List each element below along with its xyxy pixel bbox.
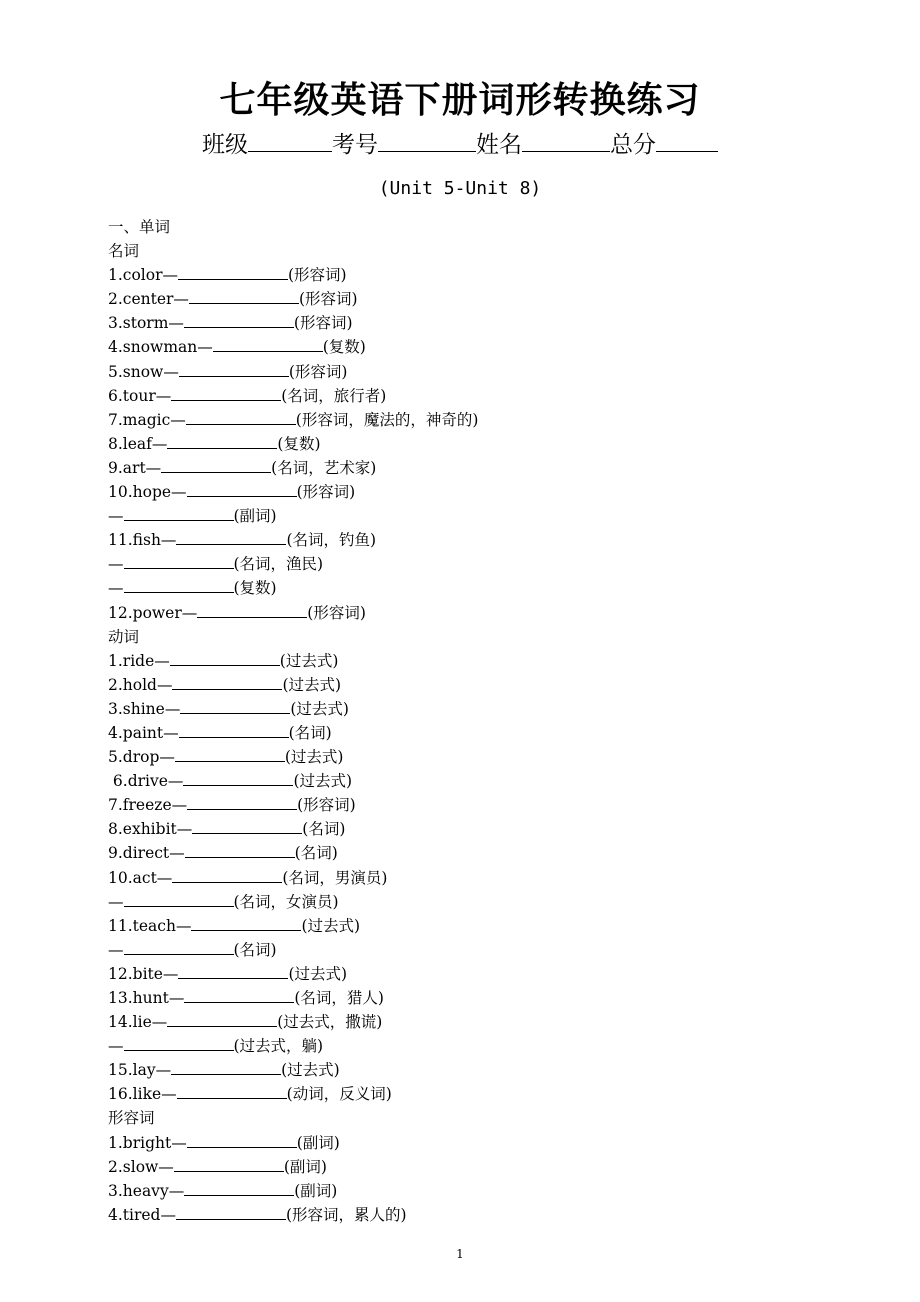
answer-blank[interactable] [184, 986, 294, 1003]
item-hint: (形容词) [307, 603, 366, 622]
answer-blank[interactable] [124, 1034, 234, 1051]
item-hint: (名词，旅行者) [281, 386, 387, 405]
exercise-item [108, 962, 478, 986]
exercise-item [108, 408, 478, 432]
answer-blank[interactable] [178, 263, 288, 280]
exercise-item [108, 1034, 478, 1058]
item-hint: (过去式) [282, 675, 342, 694]
exercise-item [108, 745, 478, 769]
item-prompt: 名词 [108, 242, 140, 261]
item-prompt: — [108, 555, 124, 574]
exercise-item [108, 335, 478, 359]
item-prompt: 13.hunt— [108, 989, 185, 1007]
answer-blank[interactable] [172, 673, 282, 690]
exercise-item [108, 384, 478, 408]
answer-blank[interactable] [191, 914, 301, 931]
exercise-item [108, 938, 478, 962]
item-prompt: 3.heavy— [108, 1181, 185, 1200]
answer-blank[interactable] [187, 1131, 297, 1148]
exercise-item [108, 769, 478, 793]
answer-blank[interactable] [124, 504, 234, 521]
exercise-item [108, 432, 478, 456]
answer-blank[interactable] [167, 1010, 277, 1027]
exercise-item [108, 793, 478, 817]
item-hint: (副词) [283, 1157, 327, 1176]
answer-blank[interactable] [176, 1203, 286, 1220]
item-hint: (过去式，撒谎) [277, 1013, 383, 1032]
answer-blank[interactable] [124, 890, 234, 907]
item-prompt: 形容词 [108, 1109, 155, 1128]
answer-blank[interactable] [177, 1082, 287, 1099]
section-heading [108, 215, 478, 239]
item-hint: (形容词) [297, 796, 356, 815]
page-title: 七年级英语下册词形转换练习 [219, 80, 701, 121]
exercise-item [108, 817, 478, 841]
answer-blank[interactable] [171, 384, 281, 401]
exercise-item [108, 552, 478, 576]
answer-blank[interactable] [197, 601, 307, 618]
item-hint: (过去式) [288, 964, 348, 983]
item-hint: (名词，女演员) [233, 892, 339, 911]
item-prompt: 4.paint— [108, 723, 179, 742]
exercise-item [108, 673, 478, 697]
item-prompt: 动词 [108, 627, 140, 646]
exercise-item [108, 697, 478, 721]
item-prompt: 8.leaf— [108, 434, 168, 453]
answer-blank[interactable] [178, 962, 288, 979]
exercise-list [108, 215, 478, 1227]
item-prompt: 16.like— [108, 1085, 177, 1104]
answer-blank[interactable] [179, 360, 289, 377]
class-blank[interactable] [248, 150, 332, 152]
item-prompt: 1.ride— [108, 651, 170, 670]
item-prompt: 1.bright— [108, 1133, 187, 1152]
class-label: 班级 [202, 132, 248, 158]
exercise-item [108, 1203, 478, 1227]
score-label: 总分 [610, 132, 656, 158]
item-prompt: 10.hope— [108, 483, 187, 502]
item-hint: (名词，渔民) [233, 555, 324, 574]
answer-blank[interactable] [175, 745, 285, 762]
item-prompt: 4.snowman— [108, 338, 213, 357]
item-hint: (过去式) [281, 1061, 340, 1080]
item-prompt: — [108, 940, 124, 959]
item-hint: (名词) [233, 940, 277, 959]
exercise-item [108, 986, 478, 1010]
item-prompt: 5.snow— [108, 362, 179, 381]
exercise-item [108, 504, 478, 528]
exercise-item [108, 263, 478, 287]
exercise-item [108, 528, 478, 552]
item-prompt: 10.act— [108, 868, 173, 887]
exercise-item [108, 841, 478, 865]
answer-blank[interactable] [171, 1058, 281, 1075]
item-prompt: 14.lie— [108, 1013, 168, 1032]
exercise-item [108, 480, 478, 504]
item-prompt: 2.center— [108, 290, 189, 309]
item-hint: (复数) [233, 579, 277, 598]
item-hint: (过去式，躺) [233, 1037, 324, 1056]
name-label: 姓名 [476, 132, 522, 158]
number-label: 考号 [332, 132, 378, 158]
exercise-item [108, 721, 478, 745]
item-hint: (过去式) [284, 748, 344, 767]
exercise-item [108, 601, 478, 625]
item-hint: (名词，猎人) [294, 989, 384, 1007]
answer-blank[interactable] [185, 841, 295, 858]
item-prompt: 12.bite— [108, 964, 179, 983]
exercise-item [108, 287, 478, 311]
item-prompt: — [108, 507, 124, 526]
answer-blank[interactable] [124, 552, 234, 569]
exercise-item [108, 1082, 478, 1106]
item-prompt: 15.lay— [108, 1061, 172, 1080]
item-hint: (复数) [277, 434, 321, 453]
item-prompt: 6.tour— [108, 386, 172, 405]
item-prompt: 3.storm— [108, 314, 184, 333]
exercise-item [108, 1010, 478, 1034]
answer-blank[interactable] [186, 408, 296, 425]
answer-blank[interactable] [124, 938, 234, 955]
item-prompt: 6.drive— [108, 772, 184, 791]
exercise-item [108, 360, 478, 384]
item-prompt: 2.hold— [108, 675, 173, 694]
item-prompt: 2.slow— [108, 1157, 174, 1176]
answer-blank[interactable] [187, 480, 297, 497]
item-hint: (动词，反义词) [286, 1085, 392, 1104]
item-hint: (副词) [294, 1181, 338, 1200]
item-prompt: 8.exhibit— [108, 820, 193, 839]
item-hint: (副词) [296, 1133, 340, 1152]
name-blank[interactable] [522, 150, 610, 152]
item-hint: (名词，男演员) [282, 868, 388, 887]
item-hint: (过去式) [290, 699, 349, 718]
exercise-item [108, 1058, 478, 1082]
item-prompt: 11.teach— [108, 916, 192, 935]
section-heading [108, 625, 478, 649]
answer-blank[interactable] [187, 793, 297, 810]
answer-blank[interactable] [124, 576, 234, 593]
exercise-item [108, 1179, 478, 1203]
answer-blank[interactable] [179, 721, 289, 738]
item-hint: (形容词) [298, 290, 358, 309]
item-hint: (名词，艺术家) [271, 458, 377, 477]
item-hint: (复数) [322, 338, 366, 357]
exercise-item [108, 576, 478, 600]
item-prompt: 9.art— [108, 458, 162, 477]
units-range: (Unit 5-Unit 8) [378, 178, 542, 199]
answer-blank[interactable] [184, 311, 294, 328]
score-blank[interactable] [656, 150, 718, 152]
item-prompt: 一、单词 [108, 218, 171, 236]
item-hint: (形容词) [293, 314, 353, 333]
item-hint: (名词) [288, 723, 332, 742]
item-hint: (形容词) [288, 362, 348, 381]
exercise-item [108, 866, 478, 890]
item-hint: (形容词，累人的) [285, 1205, 407, 1224]
answer-blank[interactable] [180, 697, 290, 714]
item-hint: (名词) [302, 820, 346, 839]
exercise-item [108, 914, 478, 938]
answer-blank[interactable] [176, 528, 286, 545]
item-prompt: — [108, 1037, 124, 1056]
item-prompt: 1.color— [108, 266, 178, 285]
page-number: 1 [456, 1247, 464, 1261]
item-prompt: 5.drop— [108, 748, 175, 767]
item-prompt: 7.magic— [108, 410, 186, 429]
answer-blank[interactable] [170, 649, 280, 666]
answer-blank[interactable] [167, 432, 277, 449]
item-hint: (副词) [233, 507, 277, 526]
item-prompt: — [108, 892, 124, 911]
exercise-item [108, 1131, 478, 1155]
student-info-line [0, 126, 920, 159]
section-heading [108, 239, 478, 263]
item-prompt: 7.freeze— [108, 796, 188, 815]
item-hint: (名词，钓鱼) [286, 531, 377, 550]
item-prompt: 11.fish— [108, 531, 177, 550]
item-hint: (过去式) [301, 916, 361, 935]
exercise-item [108, 1155, 478, 1179]
answer-blank[interactable] [189, 287, 299, 304]
answer-blank[interactable] [183, 769, 293, 786]
exercise-item [108, 649, 478, 673]
answer-blank[interactable] [192, 817, 302, 834]
number-blank[interactable] [378, 150, 476, 152]
item-hint: (名词) [294, 844, 338, 863]
item-prompt: 9.direct— [108, 844, 185, 863]
exercise-item [108, 456, 478, 480]
item-prompt: — [108, 579, 124, 598]
answer-blank[interactable] [184, 1179, 294, 1196]
item-hint: (过去式) [279, 651, 339, 670]
item-hint: (形容词) [288, 266, 347, 285]
exercise-item [108, 890, 478, 914]
answer-blank[interactable] [161, 456, 271, 473]
item-hint: (形容词) [296, 483, 356, 502]
exercise-item [108, 311, 478, 335]
answer-blank[interactable] [213, 335, 323, 352]
answer-blank[interactable] [172, 866, 282, 883]
section-heading [108, 1106, 478, 1130]
item-hint: (过去式) [293, 772, 353, 791]
answer-blank[interactable] [174, 1155, 284, 1172]
item-prompt: 4.tired— [108, 1205, 176, 1224]
item-prompt: 3.shine— [108, 699, 181, 718]
item-hint: (形容词，魔法的，神奇的) [295, 410, 479, 429]
item-prompt: 12.power— [108, 603, 198, 622]
